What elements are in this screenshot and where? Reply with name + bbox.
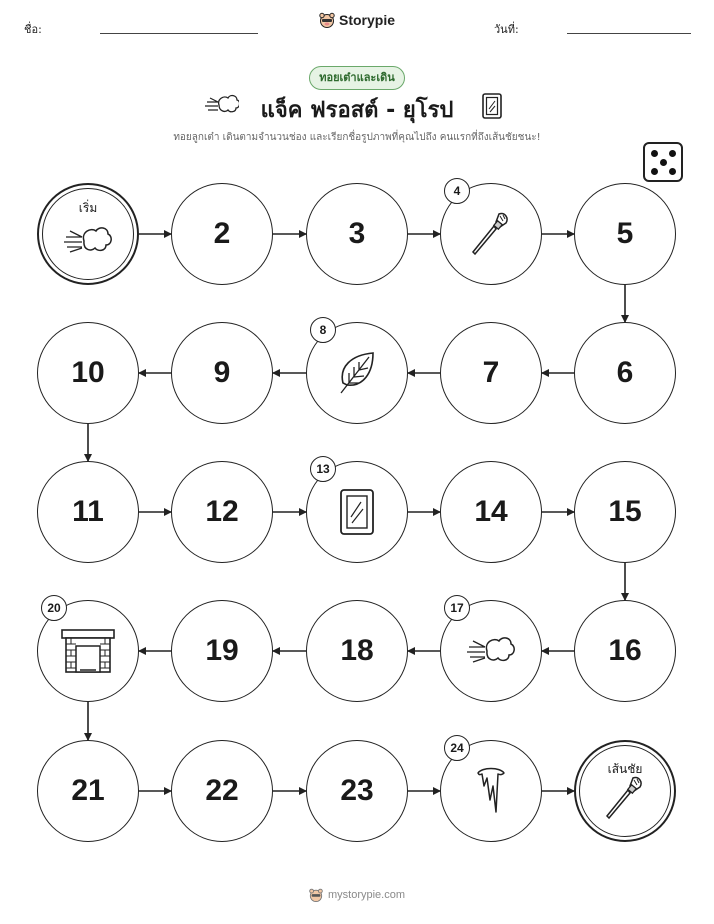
space-number: 13 [310,456,336,482]
board-space [440,322,542,424]
storypie-mascot-icon [309,888,323,902]
space-number: 23 [340,774,374,807]
picture-space [306,461,408,563]
frost-wind-icon [64,223,112,259]
space-number: 18 [340,634,374,667]
space-number: 5 [616,217,634,250]
board-space [171,322,273,424]
board-space [171,740,273,842]
name-label: ชื่อ: [24,23,42,36]
space-number: 16 [608,634,642,667]
board-space [574,600,676,702]
board-space [37,322,139,424]
icicle-icon [474,765,508,817]
board-space [37,740,139,842]
space-number: 19 [205,634,239,667]
board-space [440,461,542,563]
space-number: 9 [213,356,231,389]
frost-wind-icon [467,633,515,669]
board-space [574,183,676,285]
space-number: 7 [482,356,500,389]
picture-space [37,600,139,702]
paintbrush-icon [603,774,647,822]
finish-space [574,740,676,842]
date-label: วันที่: [494,23,519,36]
board-space [306,740,408,842]
space-number: 17 [444,595,470,621]
picture-space [440,740,542,842]
space-number: 22 [205,774,239,807]
space-number: 21 [71,774,105,807]
start-label: เริ่ม [78,201,98,215]
fireplace-icon [60,626,116,676]
paintbrush-icon [469,210,513,258]
brand-name: Storypie [338,12,395,28]
board-space [171,461,273,563]
space-number: 10 [71,356,105,389]
board-space [574,461,676,563]
space-number: 24 [444,735,470,761]
board-space [37,461,139,563]
finish-label: เส้นชัย [607,762,643,776]
space-number: 3 [348,217,366,250]
space-number: 4 [444,178,470,204]
space-number: 8 [310,317,336,343]
space-number: 6 [616,356,634,389]
space-number: 20 [41,595,67,621]
board-space [306,183,408,285]
space-number: 2 [213,217,231,250]
start-space [37,183,139,285]
activity-badge: ทอยเต๋าและเดิน [309,66,405,90]
board-space [171,183,273,285]
page-title: แจ็ค ฟรอสต์ - ยุโรป [260,98,454,123]
footer-site: mystorypie.com [327,889,406,901]
board-space [306,600,408,702]
leaf-icon [335,349,379,397]
space-number: 12 [205,495,239,528]
picture-space [306,322,408,424]
footer [0,888,714,902]
instructions: ทอยลูกเต๋า เดินตามจำนวนช่อง และเรียกชื่อรูปภาพที่คุณไปถึง คนแรกที่ถึงเส้นชัยชนะ! [173,132,541,143]
window-icon [337,487,377,537]
space-number: 14 [474,495,508,528]
board-space [171,600,273,702]
picture-space [440,600,542,702]
board-space [574,322,676,424]
space-number: 11 [72,495,104,528]
picture-space [440,183,542,285]
space-number: 15 [608,495,642,528]
